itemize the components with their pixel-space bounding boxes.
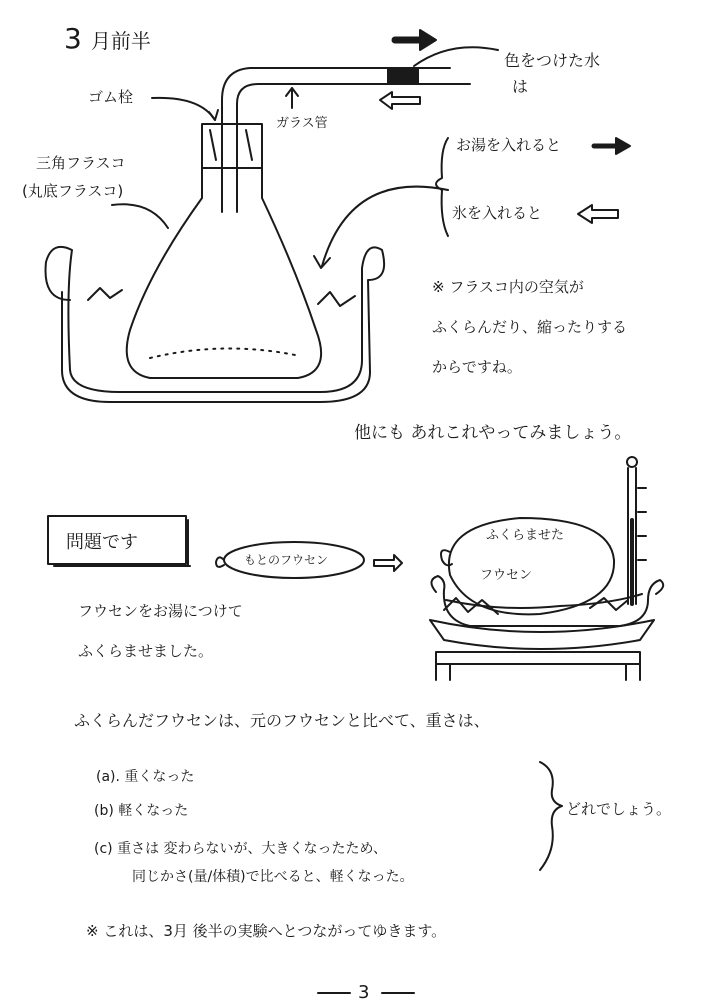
water-label-2: は xyxy=(512,77,529,96)
problem-title: 問題です xyxy=(66,532,138,553)
arrow-right-top-icon xyxy=(395,30,436,50)
arrow-left-hollow-tube-icon xyxy=(380,92,420,109)
page-number: 3 xyxy=(358,982,370,1003)
problem-desc-2: ふくらませました。 xyxy=(78,642,214,660)
footnote: ※ これは、3月 後半の実験へとつながってゆきます。 xyxy=(86,922,447,940)
flask-label-1: 三角フラスコ xyxy=(36,154,126,172)
choice-c-2: 同じかさ(量/体積)で比べると、軽くなった。 xyxy=(132,869,414,885)
water-label-1: 色をつけた水 xyxy=(504,51,601,70)
stand xyxy=(430,620,654,680)
stopper-leader xyxy=(152,98,215,120)
big-balloon-label-1: ふくらませた xyxy=(486,528,565,543)
note-line-2: ふくらんだり、縮ったりする xyxy=(432,318,628,336)
water-leader xyxy=(414,47,498,66)
ice-label: 氷を入れると xyxy=(452,204,543,222)
which-label: どれでしょう。 xyxy=(566,800,672,818)
tube-label: ガラス管 xyxy=(276,116,328,131)
flask-label-2: (丸底フラスコ) xyxy=(22,182,124,200)
note-line-1: ※ フラスコ内の空気が xyxy=(432,278,584,296)
bracket xyxy=(436,138,448,236)
problem-desc-1: フウセンをお湯につけて xyxy=(78,602,243,620)
curved-pointer xyxy=(322,187,448,266)
arrow-right-filled-icon xyxy=(594,138,630,154)
double-arrow-icon xyxy=(374,555,402,571)
choice-b: (b) 軽くなった xyxy=(94,803,189,819)
thermometer xyxy=(627,457,646,604)
choices-brace xyxy=(540,762,562,870)
choice-c-1: (c) 重さは 変わらないが、大きくなったため、 xyxy=(94,841,387,857)
more-experiments: 他にも あれこれやってみましょう。 xyxy=(354,423,632,443)
glass-tube xyxy=(222,68,470,212)
arrow-left-hollow-icon xyxy=(578,205,618,223)
flask-leader xyxy=(112,204,168,228)
stopper-label: ゴム栓 xyxy=(88,88,134,106)
big-balloon-label-2: フウセン xyxy=(480,568,533,583)
flask xyxy=(127,168,321,378)
hot-water-label: お湯を入れると xyxy=(456,136,562,154)
choice-a: (a). 重くなった xyxy=(96,769,195,785)
rubber-stopper xyxy=(202,124,262,168)
question: ふくらんだフウセンは、元のフウセンと比べて、重さは、 xyxy=(74,711,490,730)
note-line-3: からですね。 xyxy=(432,358,522,376)
header-number: 3 xyxy=(64,22,82,55)
tube-label-pointer-icon xyxy=(286,88,298,108)
small-balloon-label: もとのフウセン xyxy=(244,553,329,567)
header xyxy=(64,22,151,55)
header-label: 月前半 xyxy=(90,29,151,53)
